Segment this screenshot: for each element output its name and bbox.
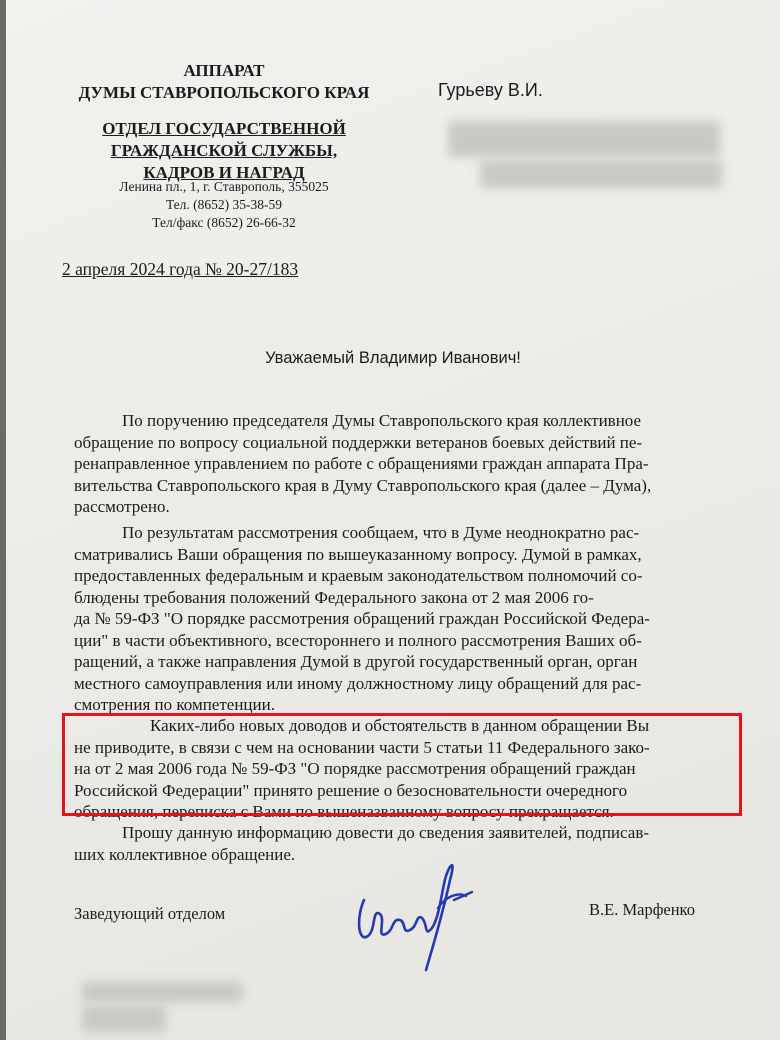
text-line: вительства Ставропольского края в Думу Ставропольского края (далее – Дума), — [74, 475, 652, 495]
text-line: да № 59-ФЗ "О порядке рассмотрения обращений граждан Российской Федера- — [74, 609, 650, 628]
reference-line: 2 апреля 2024 года № 20-27/183 — [62, 259, 299, 279]
text-line: Прошу данную информацию довести до сведения заявителей, подписав- — [122, 823, 650, 842]
handwritten-signature — [346, 848, 486, 978]
text-line: сматривались Ваши обращения по вышеуказанному вопросу. Думой в рамках, — [74, 544, 642, 564]
address: Ленина пл., 1, г. Ставрополь, 355025 — [119, 179, 329, 194]
text-line: ращений, а также направления Думой в другой государственный орган, орган — [74, 652, 638, 671]
recipient: Гурьеву В.И. — [438, 80, 543, 100]
text-line: ших коллективное обращение. — [74, 844, 296, 864]
contact-block — [60, 178, 388, 232]
dept-line: ОТДЕЛ ГОСУДАРСТВЕННОЙ — [102, 119, 346, 138]
org-line: АППАРАТ — [183, 61, 265, 80]
paragraph-2 — [74, 522, 734, 716]
letter-sheet — [6, 0, 780, 1040]
signer-position: Заведующий отделом — [74, 904, 226, 923]
greeting: Уважаемый Владимир Иванович! — [265, 349, 521, 367]
text-line: Российской Федерации" принято решение о безосновательности очередного — [74, 780, 628, 800]
text-line: ренаправленное управлением по работе с обращениями граждан аппарата Пра- — [74, 454, 649, 473]
text-line: на от 2 мая 2006 года № 59-ФЗ "О порядке рассмотрения обращений граждан — [74, 759, 636, 778]
redacted-footer — [82, 982, 242, 1002]
text-line: По поручению председателя Думы Ставропольского края коллективное — [122, 411, 642, 430]
text-line: местного самоуправления или иному должностному лицу обращений для рас- — [74, 673, 642, 693]
redacted-address — [448, 121, 720, 157]
text-line: обращение по вопросу социальной поддержки ветеранов боевых действий пе- — [74, 432, 643, 452]
org-name — [60, 60, 388, 104]
text-line: рассмотрено. — [74, 497, 170, 516]
text-line: смотрения по компетенции. — [74, 695, 275, 714]
text-line: Каких-либо новых доводов и обстоятельств в данном обращении Вы — [150, 716, 650, 735]
text-line: блюдены требования положений Федерального закона от 2 мая 2006 го- — [74, 587, 594, 607]
redacted-address — [480, 160, 722, 188]
dept-line: ГРАЖДАНСКОЙ СЛУЖБЫ, — [110, 141, 338, 160]
text-line: По результатам рассмотрения сообщаем, что в Думе неоднократно рас- — [122, 523, 640, 542]
text-line: предоставленных федеральным и краевым законодательством полномочий со- — [74, 566, 643, 585]
org-line: ДУМЫ СТАВРОПОЛЬСКОГО КРАЯ — [78, 83, 370, 102]
text-line: не приводите, в связи с чем на основании части 5 статьи 11 Федерального зако- — [74, 737, 650, 757]
highlight-box — [62, 713, 742, 816]
text-line: обращения, переписка с Вами по вышеназванному вопросу прекращается. — [74, 802, 614, 821]
redacted-footer — [82, 1006, 166, 1032]
phone: Тел. (8652) 35-38-59 — [165, 197, 283, 212]
department-name — [60, 118, 388, 184]
dept-line: КАДРОВ И НАГРАД — [143, 163, 305, 182]
text-line: ции" в части объективного, всестороннего и полного рассмотрения Ваших об- — [74, 630, 642, 650]
paragraph-1 — [74, 410, 734, 518]
fax: Тел/факс (8652) 26-66-32 — [152, 215, 296, 230]
signer-name: В.Е. Марфенко — [589, 900, 695, 919]
